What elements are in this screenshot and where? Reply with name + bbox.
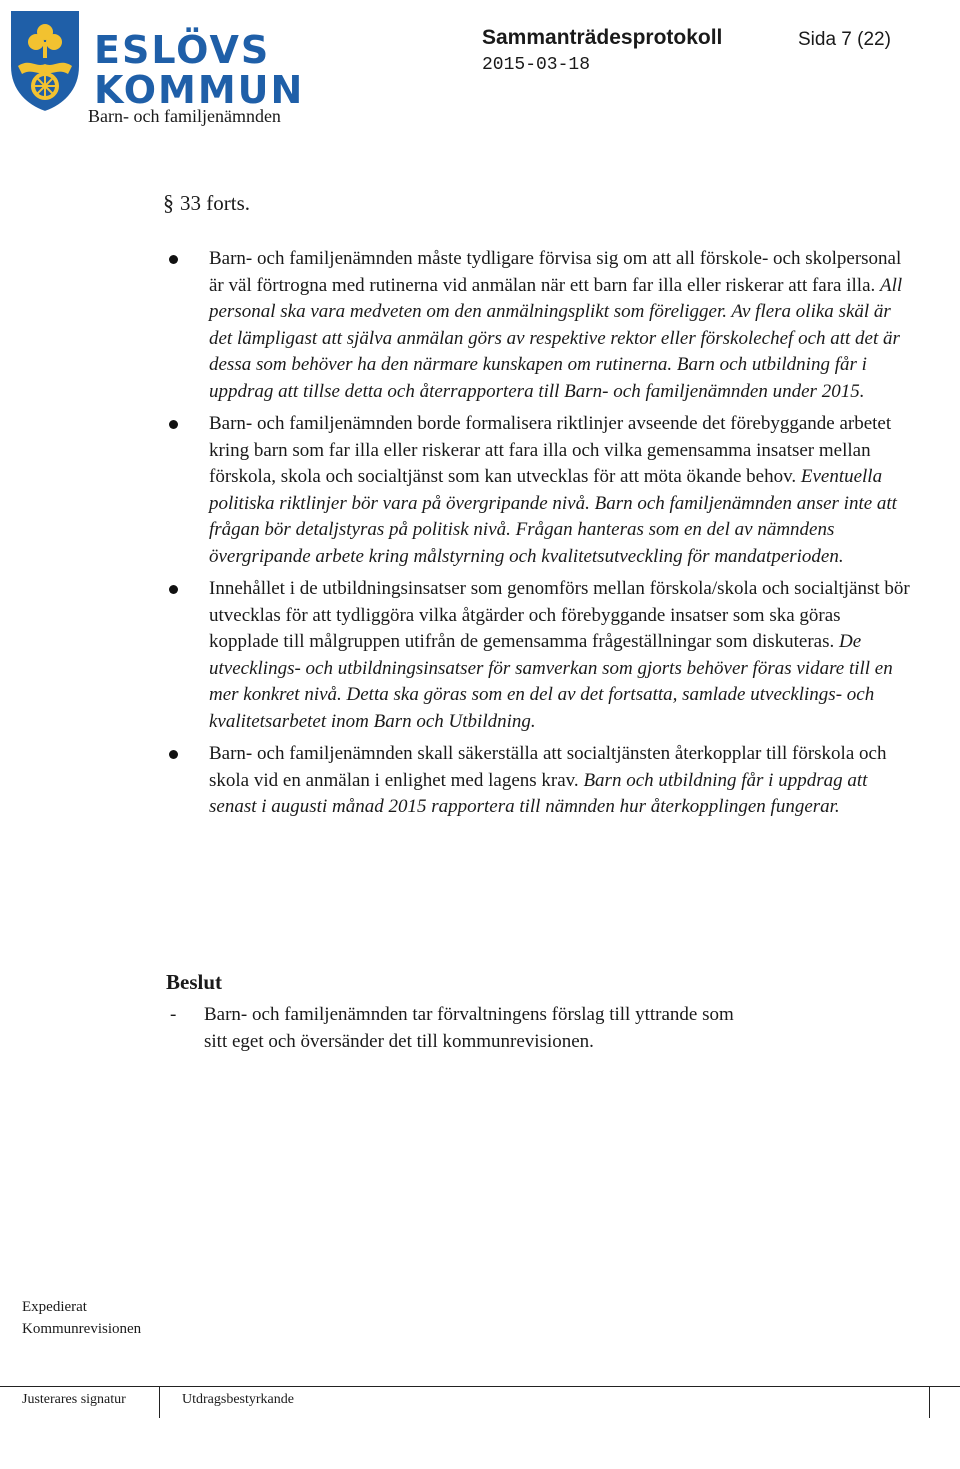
bullet-icon [169, 420, 178, 429]
bullet-icon [169, 585, 178, 594]
footer-signature-row [0, 1386, 960, 1418]
bullet-italic-text: Eventuella politiska riktlinjer bör vara på övergripande nivå. Barn och familjenämnden anser inte att frågan bör detaljstyras på politisk nivå. Frågan hanteras som en del av nämndens övergripande arbete kring målstyrning och kvalitetsutveckling för mandatperioden. [209, 466, 897, 567]
dash-icon: - [170, 1004, 177, 1025]
bullet-italic-text: Barn och utbildning får i uppdrag att senast i augusti månad 2015 rapportera till nämnden hur återkopplingen fungerar. [209, 769, 868, 817]
bullet-text: Barn- och familjenämnden skall säkerställa att socialtjänsten återkopplar till förskola och skola vid en anmälan i enlighet med lagens krav. [209, 743, 887, 791]
decision-heading: Beslut [166, 970, 223, 994]
dispatch-block [22, 1296, 141, 1340]
dispatch-label: Expedierat [22, 1299, 87, 1315]
logo-line2: KOMMUN [94, 68, 305, 112]
bullet-icon [169, 255, 178, 264]
extract-cell: Utdragsbestyrkande [160, 1386, 930, 1418]
dispatch-recipient: Kommunrevisionen [22, 1321, 142, 1337]
section-sign-icon: § [163, 190, 174, 215]
bullet-text: Barn- och familjenämnden borde formalisera riktlinjer avseende det förebyggande arbetet kring barn som far illa eller riskerar att fara illa och vilka gemensamma insatser mellan förskola, skola och socialtjänst som kan utvecklas för att möta ökande behov. [209, 413, 892, 487]
protocol-title: Sammanträdesprotokoll [482, 26, 723, 49]
page-number: Sida 7 (22) [798, 29, 891, 50]
bullet-icon [169, 750, 178, 759]
bullet-text: Barn- och familjenämnden måste tydligare förvisa sig om att all förskole- och skolpersonal är väl förtrogna med rutinerna vid anmälan när ett barn far illa eller riskerar att fara illa. [209, 248, 902, 296]
section-label: 33 forts. [180, 190, 250, 215]
bullet-list [165, 246, 910, 827]
decision-item [170, 1002, 744, 1055]
coat-of-arms-icon [6, 6, 84, 114]
department-name: Barn- och familjenämnden [88, 106, 281, 126]
signature-cell: Justerares signatur [0, 1386, 160, 1418]
list-item [165, 741, 910, 821]
list-item [165, 576, 910, 735]
bullet-italic-text: All personal ska vara medveten om den anmälningsplikt som föreligger. Av flera olika skäl är det lämpligast att själva anmälan görs av respektive rektor eller förskolechef och att det är dessa som behöver ha den närmare kunskapen om rutinerna. Barn och utbildning får i uppdrag att tillse detta och återrapportera till Barn- och familjenämnden under 2015. [209, 274, 903, 402]
protocol-date: 2015-03-18 [482, 55, 591, 75]
list-item [165, 246, 910, 405]
section-heading [163, 190, 250, 216]
list-item [165, 411, 910, 570]
bullet-italic-text: De utvecklings- och utbildningsinsatser för samverkan som gjorts behöver föras vidare till en mer konkret nivå. Detta ska göras som en del av det fortsatta, samlade utvecklings- och kvalitetsarbetet inom Barn och Utbildning. [209, 631, 893, 732]
bullet-text: Innehållet i de utbildningsinsatser som genomförs mellan förskola/skola och socialtjänst bör utvecklas för att tydliggöra vilka åtgärder och förebyggande insatser som ska göras kopplade till målgruppen utifrån de gemensamma frågeställningar som diskuteras. [209, 578, 910, 652]
decision-text: Barn- och familjenämnden tar förvaltningens förslag till yttrande som sitt eget och översänder det till kommunrevisionen. [204, 1004, 734, 1052]
logo-line1: ESLÖVS [94, 28, 271, 72]
